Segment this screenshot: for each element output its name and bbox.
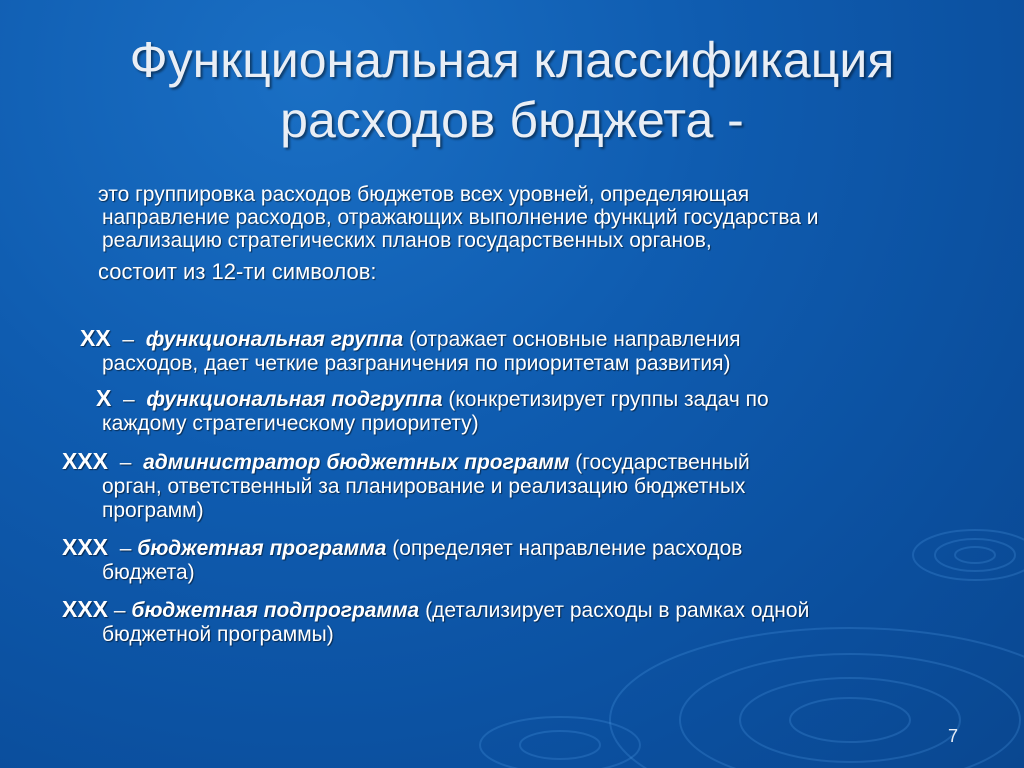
title-line-2: расходов бюджета - bbox=[280, 92, 744, 148]
item-description: (детализирует расходы в рамках одной bbox=[425, 599, 810, 622]
item-description: (отражает основные направления bbox=[409, 328, 741, 351]
item-term: функциональная группа bbox=[145, 328, 404, 351]
intro-text bbox=[98, 183, 978, 283]
list-item bbox=[62, 597, 992, 647]
item-description-cont: каждому стратегическому приоритету) bbox=[102, 412, 479, 435]
item-code: XX bbox=[80, 325, 111, 351]
intro-line-2: направление расходов, отражающих выполнение функций государства и bbox=[102, 206, 819, 229]
intro-line-3: реализацию стратегических планов государственных органов, bbox=[102, 229, 712, 252]
item-term: администратор бюджетных программ bbox=[143, 451, 570, 474]
intro-line-4: состоит из 12-ти символов: bbox=[98, 259, 377, 284]
item-dash: – bbox=[119, 451, 132, 474]
list-item bbox=[62, 449, 972, 523]
title-line-1: Функциональная классификация bbox=[129, 32, 895, 88]
item-dash: – bbox=[123, 388, 135, 411]
item-code: X bbox=[96, 385, 112, 411]
item-description-cont: программ) bbox=[102, 499, 204, 522]
page-number: 7 bbox=[948, 726, 959, 746]
list-item bbox=[80, 326, 980, 376]
item-description: (государственный bbox=[575, 451, 750, 474]
item-term: бюджетная программа bbox=[137, 537, 387, 560]
item-dash: – bbox=[119, 537, 132, 560]
item-description: (конкретизирует группы задач по bbox=[448, 388, 769, 411]
item-code: XXX bbox=[62, 534, 109, 560]
item-dash: – bbox=[122, 328, 135, 351]
item-description-cont: бюджета) bbox=[102, 561, 195, 584]
item-term: функциональная подгруппа bbox=[146, 388, 443, 411]
item-description: (определяет направление расходов bbox=[392, 537, 743, 560]
item-description-cont: орган, ответственный за планирование и реализацию бюджетных bbox=[102, 475, 746, 498]
item-code: XXX bbox=[62, 448, 109, 474]
slide-title bbox=[40, 30, 984, 150]
item-term: бюджетная подпрограмма bbox=[131, 599, 420, 622]
item-code: XXX bbox=[62, 596, 109, 622]
list-item bbox=[96, 386, 986, 436]
item-dash: – bbox=[113, 599, 126, 622]
intro-line-1: это группировка расходов бюджетов всех уровней, определяющая bbox=[98, 183, 750, 206]
list-item bbox=[62, 535, 972, 585]
item-description-cont: бюджетной программы) bbox=[102, 623, 334, 646]
item-description-cont: расходов, дает четкие разграничения по приоритетам развития) bbox=[102, 352, 731, 375]
